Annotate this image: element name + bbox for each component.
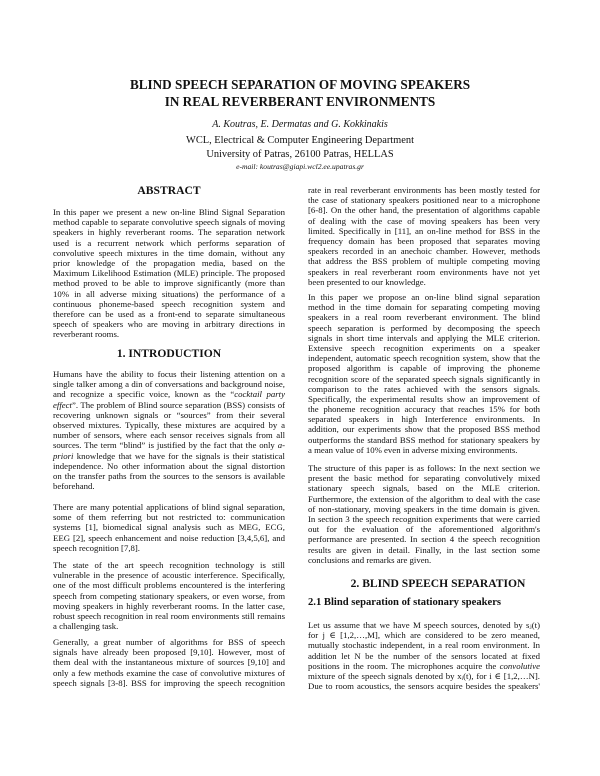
text-line: speech recognition [7,8]. [53,542,140,553]
text-line: present the basic method for separating convolutively mixed [308,473,540,484]
text-line: 10% in all adverse mixing situations) the performance of a [53,288,285,299]
affiliation-line: WCL, Electrical & Computer Engineering Department [186,135,414,146]
text-line: Specifically, the experimental results show an improvement of [308,393,540,404]
intro-paragraph [53,369,285,491]
affiliation [0,134,600,162]
text-line: speech from competing stationary speakers, or even worse, from [53,590,285,601]
text-line: the case of stationary speakers positioned near to a microphone [308,195,540,206]
text-line: The structure of this paper is as follows: In the next section we [308,463,540,473]
text-line: speakers in real reverberant room environments have not yet [308,266,540,277]
text-line: In this paper we propose an on-line blind signal separation [308,292,540,302]
text-line: them deal with the instantaneous mixture of sources [9,10] and [53,657,285,668]
intro-paragraph [53,502,285,553]
text-segment: sources. The term “blind” is justified by the fact that the only [53,440,278,451]
abstract-heading: ABSTRACT [137,184,201,197]
text-line: speakers in highly reverberant rooms. The separation network [53,227,285,238]
text-line: separated speakers in high Interference environments. In [308,414,540,425]
paper-title [0,76,600,110]
text-line: single talker among a din of conversations and background noise, [53,379,285,390]
text-line: frequency domain has been proposed that separates moving [308,235,540,246]
text-line: out for the evaluation of the aforementioned algorithm's [308,524,540,535]
text-line: proposed algorithm is capable of improving the phoneme [308,363,540,374]
text-line: recovering unknown signals or “sources” from their several [53,409,285,420]
intro-paragraph [53,637,285,688]
text-line: The state of the art speech recognition technology is still [53,560,285,570]
text-line [53,389,285,399]
text-line: convolutive speech mixtures in the time domain, without any [53,247,285,258]
intro-paragraph [53,560,285,631]
text-line: only a few methods examine the case of convolutive mixtures of [53,667,285,678]
section-2-1-paragraph [308,620,540,691]
section-2-heading: 2. BLIND SPEECH SEPARATION [350,577,526,590]
text-line: Furthermore, the extension of the algorithm to deal with the case [308,493,540,504]
text-line: Due to room acoustics, the sensors acquire besides the speakers' [308,681,540,692]
intro-paragraph [308,185,540,287]
title-line: IN REAL REVERBERANT ENVIRONMENTS [164,94,436,109]
text-line: moving speakers in highly reverberant rooms. In the latter case, [53,600,285,611]
text-line: stationary speech signals, based on the MLE criterion. [308,483,540,494]
text-line: rate in real reverberant environments has been mostly tested for [308,185,540,195]
text-line: speakers recorded in an anechoic chamber. However, methods [308,246,540,257]
text-line: some of them referring but not restricted to: communication [53,512,285,523]
text-line: speakers in a real room reverberant environment. The blind [308,312,540,323]
text-segment: positions in the room. The microphones acquire the [308,660,500,671]
text-line: one of the most difficult problems encountered is the interfering [53,580,285,591]
text-line: mutually stochastic independent, in a real room environment. In [308,640,540,651]
text-line: speech signals [3-8]. BSS for improving the speech recognition [53,677,285,688]
text-line: therefore can be used as a front-end to separate simultaneous [53,308,285,319]
text-line: prior knowledge of the propagation media, based on the [53,257,285,268]
affiliation-line: University of Patras, 26100 Patras, HELLAS [206,149,394,160]
text-segment: ”. The problem of Blind source separation (BSS) consists of [71,399,285,410]
text-line: signals in short time intervals and applying the MLE criterion. [308,332,540,343]
text-line: Generally, a great number of algorithms for BSS of speech [53,637,285,647]
text-line: vulnerable in the presence of acoustic interference. Specifically, [53,570,285,581]
email: e-mail: koutras@giapi.wcl2.ee.upatras.gr [236,162,364,171]
text-line: used is a recurrent network which performs separation of [53,237,285,248]
text-line [308,661,540,671]
title-line: BLIND SPEECH SEPARATION OF MOVING SPEAKERS [129,77,471,92]
text-line: beforehand. [53,481,95,492]
text-line: In this paper we present a new on-line Blind Signal Separation [53,207,285,217]
text-line: addition, our experiments show that the proposed BSS method [308,424,540,435]
intro-paragraph [308,292,540,455]
text-line: Maximum Likelihood Estimation (MLE) principle. The proposed [53,268,285,279]
text-line: conclusions and remarks are given. [308,554,432,565]
text-line: method in the time domain for separating competing moving [308,302,540,313]
text-line: observed mixtures. Typically, these mixtures are acquired by a [53,419,285,430]
text-segment: knowledge that we have for the signals is their statistical [73,450,285,461]
text-line: independence. No other information about the signal distortion [53,460,285,471]
text-line: robust speech recognition in real room environments still remains [53,610,285,621]
text-line [53,400,285,410]
text-line: on the transfer paths from the sources to the sensors is available [53,470,285,481]
text-line: systems [1], biomedical signal analysis such as MEG, ECG, [53,522,285,533]
text-line: addition let N be the number of the sensors located at fixed [308,650,540,661]
text-line: Extensive speech recognition experiments on a speaker [308,342,540,353]
text-line: number of sensors, where each sensor receives signals from all [53,430,285,441]
introduction-heading: 1. INTRODUCTION [116,347,222,360]
text-line: comparison to the rates achieved with the sensors signals. [308,383,540,394]
text-line: There are many potential applications of blind signal separation, [53,502,285,512]
text-line: method capable to separate convolutive speech signals of moving [53,217,285,228]
text-line: [6-8]. On the other hand, the presentation of algorithms capable [308,205,540,216]
text-line: independent, automatic speech recognition system, show that the [308,353,540,364]
abstract-paragraph [53,207,285,339]
text-line: been presented to our knowledge. [308,276,426,287]
text-line: reverberant rooms. [53,329,120,340]
text-line: of non-stationary, moving speakers in the time domain is given. [308,503,540,514]
text-line: that address the BSS problem of multiple competing moving [308,256,540,267]
text-line: In section 3 the speech recognition experiments that were carried [308,513,540,524]
italic-text: effect [53,399,72,410]
text-line: results are given in detail. Finally, in the last section some [308,544,540,555]
text-line: the phoneme recognition accuracy that reaches 15% for both [308,404,540,415]
text-line: outperforms the standard BSS method for stationary speakers by [308,434,540,445]
text-line: EEG [2], speech enhancement and noise reduction [3,4,5,6], and [53,532,285,543]
text-line: Let us assume that we have M speech sources, denoted by sⱼ(t) [308,620,540,630]
text-line: speech of speakers who are moving in arbitrary directions in [53,319,285,330]
text-line: continuous phoneme-based speech recognition system and [53,298,285,309]
text-line: recognition score of the separated speech signals significantly in [308,373,540,384]
text-line: method proved to be able to improve significantly (more than [53,278,285,289]
intro-paragraph [308,463,540,565]
text-line: Humans have the ability to focus their listening attention on a [53,369,285,379]
text-line: signals have already been proposed [9,10]. However, most of [53,647,285,658]
text-line: mixture of the speech signals denoted by xᵢ(t), for i ∈ [1,2,…N]. [308,670,540,681]
text-line: a mean value of 10% even in adverse mixing environments. [308,444,518,455]
italic-text: cocktail party [234,389,286,400]
text-line [53,451,285,461]
italic-text: a- [277,440,285,451]
text-line: limited. Specifically in [11], an on-line method for BSS in the [308,225,540,236]
text-line: for j ∈ [1,2,…,M], which are considered to be zero meaned, [308,630,540,641]
section-2-1-heading: 2.1 Blind separation of stationary speakers [308,597,502,608]
authors: A. Koutras, E. Dermatas and G. Kokkinakis [212,119,388,130]
text-line [53,440,285,450]
italic-text: priori [53,450,74,461]
text-line: a challenging task. [53,621,119,632]
italic-text: convolutive [499,660,540,671]
text-segment: and recognize a specific voice, known as the “ [53,389,235,400]
text-line: performance are presented. In section 4 the speech recognition [308,534,540,545]
text-line: speech separation is performed by decomposing the speech [308,322,540,333]
text-line: of dealing with the case of moving speakers has been very [308,215,540,226]
